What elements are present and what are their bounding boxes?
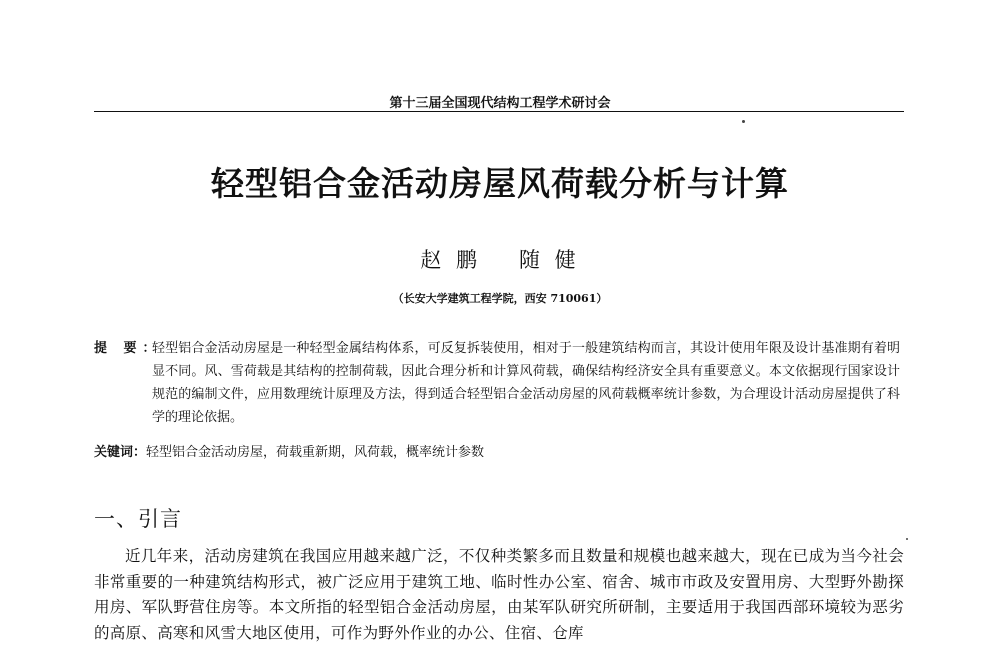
author-name: 赵 鹏 [420, 248, 481, 272]
abstract [94, 337, 900, 429]
affiliation: （长安大学建筑工程学院，西安 710061） [392, 292, 608, 305]
intro-paragraph: 近几年来，活动房建筑在我国应用越来越广泛，不仅种类繁多而且数量和规模也越来越大，现在已成为当今社会非常重要的一种建筑结构形式，被广泛应用于建筑工地、临时性办公室、宿舍、城市市政及安置用房、大型野外勘探用房、军队野营住房等。本文所指的轻型铝合金活动房屋，由某军队研究所研制，主要适用于我国西部环境较为恶劣的高原、高寒和风雪大地区使用，可作为野外作业的办公、住宿、仓库 [94, 547, 904, 642]
header-rule [94, 111, 904, 112]
keywords-label: 关键词： [94, 445, 147, 460]
keywords [94, 443, 900, 463]
paper-title: 轻型铝合金活动房屋风荷载分析与计算 [211, 164, 789, 203]
running-header: 第十三届全国现代结构工程学术研讨会 [389, 96, 611, 111]
author-list [0, 244, 1000, 274]
author-name: 随 健 [519, 248, 580, 272]
abstract-text: 轻型铝合金活动房屋是一种轻型金属结构体系，可反复拆装使用，相对于一般建筑结构而言，其设计使用年限及设计基准期有着明显不同。风、雪荷载是其结构的控制荷载，因此合理分析和计算风荷载，确保结构经济安全具有重要意义。本文依据现行国家设计规范的编制文件，应用数理统计原理及方法，得到适合轻型铝合金活动房屋的风荷载概率统计参数，为合理设计活动房屋提供了科学的理论依据。 [152, 341, 900, 425]
keywords-text: 轻型铝合金活动房屋，荷载重新期，风荷载，概率统计参数 [146, 445, 485, 460]
abstract-label: 提 要： [94, 341, 162, 356]
scan-speck [742, 120, 745, 123]
scan-speck [906, 538, 908, 540]
section-heading: 一、引言 [94, 507, 182, 531]
